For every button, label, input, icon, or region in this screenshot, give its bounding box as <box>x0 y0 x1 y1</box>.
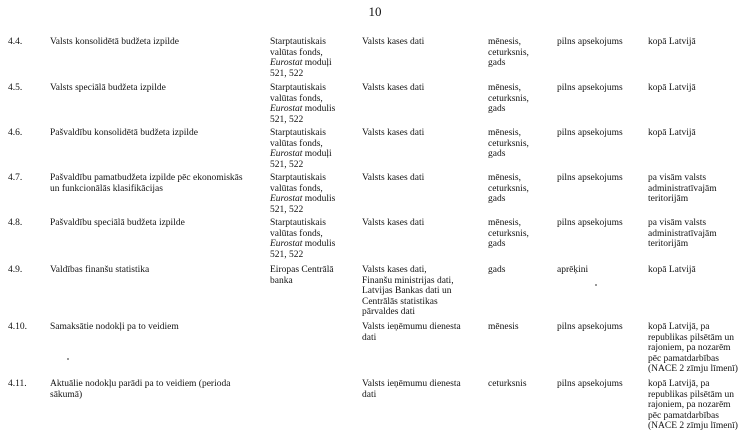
aggregation-level: kopā Latvijā <box>648 128 696 138</box>
indicator-name: Valsts konsolidētā budžeta izpilde <box>50 37 180 47</box>
page-number: 10 <box>368 4 382 19</box>
row-number: 4.9. <box>8 265 23 275</box>
indicator-name: Samaksātie nodokļi pa to veidiem <box>50 322 179 332</box>
aggregation-level: kopā Latvijā <box>648 37 696 47</box>
periodicity: gads <box>488 265 506 275</box>
aggregation-level: pa visām valsts administratīvajām teritorijām <box>648 218 717 250</box>
indicator-name: Pašvaldību konsolidētā budžeta izpilde <box>50 128 199 138</box>
survey-type: pilns apsekojums <box>557 218 623 228</box>
periodicity: mēnesis, ceturksnis, gads <box>488 173 529 205</box>
survey-type: pilns apsekojums <box>557 173 623 183</box>
scan-speck <box>67 358 69 360</box>
periodicity: mēnesis, ceturksnis, gads <box>488 83 529 115</box>
periodicity: mēnesis, ceturksnis, gads <box>488 37 529 69</box>
data-source: Valsts ieņēmumu dienesta dati <box>362 322 461 343</box>
row-number: 4.11. <box>8 379 27 389</box>
international-source: Starptautiskais valūtas fonds, Eurostat moduļi 521, 522 <box>270 37 332 79</box>
periodicity: ceturksnis <box>488 379 527 389</box>
row-number: 4.7. <box>8 173 23 183</box>
data-source: Valsts kases dati <box>362 218 425 228</box>
data-source: Valsts kases dati <box>362 83 425 93</box>
survey-type: pilns apsekojums <box>557 37 623 47</box>
periodicity: mēnesis, ceturksnis, gads <box>488 128 529 160</box>
aggregation-level: kopā Latvijā, pa republikas pilsētām un rajoniem, pa nozarēm pēc pamatdarbības (NACE 2 zīmju līmenī) <box>648 322 738 375</box>
periodicity: mēnesis <box>488 322 519 332</box>
row-number: 4.6. <box>8 128 23 138</box>
data-source: Valsts kases dati, Finanšu ministrijas dati, Latvijas Bankas dati un Centrālās statistikas pārvaldes dati <box>362 265 454 318</box>
periodicity: mēnesis, ceturksnis, gads <box>488 218 529 250</box>
international-source: Starptautiskais valūtas fonds, Eurostat moduļi 521, 522 <box>270 128 332 170</box>
survey-type: aprēķini <box>557 265 589 275</box>
international-source: Starptautiskais valūtas fonds, Eurostat modulis 521, 522 <box>270 173 336 215</box>
aggregation-level: kopā Latvijā <box>648 265 696 275</box>
row-number: 4.10. <box>8 322 27 332</box>
international-source: Starptautiskais valūtas fonds, Eurostat modulis 521, 522 <box>270 83 336 125</box>
data-source: Valsts kases dati <box>362 173 425 183</box>
indicator-name: Aktuālie nodokļu parādi pa to veidiem (perioda sākumā) <box>50 379 231 400</box>
row-number: 4.4. <box>8 37 23 47</box>
survey-type: pilns apsekojums <box>557 83 623 93</box>
aggregation-level: kopā Latvijā, pa republikas pilsētām un rajoniem, pa nozarēm pēc pamatdarbības (NACE 2 zīmju līmenī) <box>648 379 738 432</box>
data-source: Valsts ieņēmumu dienesta dati <box>362 379 461 400</box>
indicator-name: Valsts speciālā budžeta izpilde <box>50 83 166 93</box>
survey-type: pilns apsekojums <box>557 128 623 138</box>
data-source: Valsts kases dati <box>362 128 425 138</box>
scan-speck <box>595 284 597 286</box>
survey-type: pilns apsekojums <box>557 322 623 332</box>
international-source: Eiropas Centrālā banka <box>270 265 334 286</box>
survey-type: pilns apsekojums <box>557 379 623 389</box>
indicator-name: Pašvaldību pamatbudžeta izpilde pēc ekonomiskās un funkcionālās klasifikācijas <box>50 173 243 194</box>
aggregation-level: kopā Latvijā <box>648 83 696 93</box>
data-source: Valsts kases dati <box>362 37 425 47</box>
indicator-name: Pašvaldību speciālā budžeta izpilde <box>50 218 185 228</box>
indicator-name: Valdības finanšu statistika <box>50 265 150 275</box>
international-source: Starptautiskais valūtas fonds, Eurostat modulis 521, 522 <box>270 218 336 260</box>
aggregation-level: pa visām valsts administratīvajām teritorijām <box>648 173 717 205</box>
row-number: 4.5. <box>8 83 23 93</box>
row-number: 4.8. <box>8 218 23 228</box>
